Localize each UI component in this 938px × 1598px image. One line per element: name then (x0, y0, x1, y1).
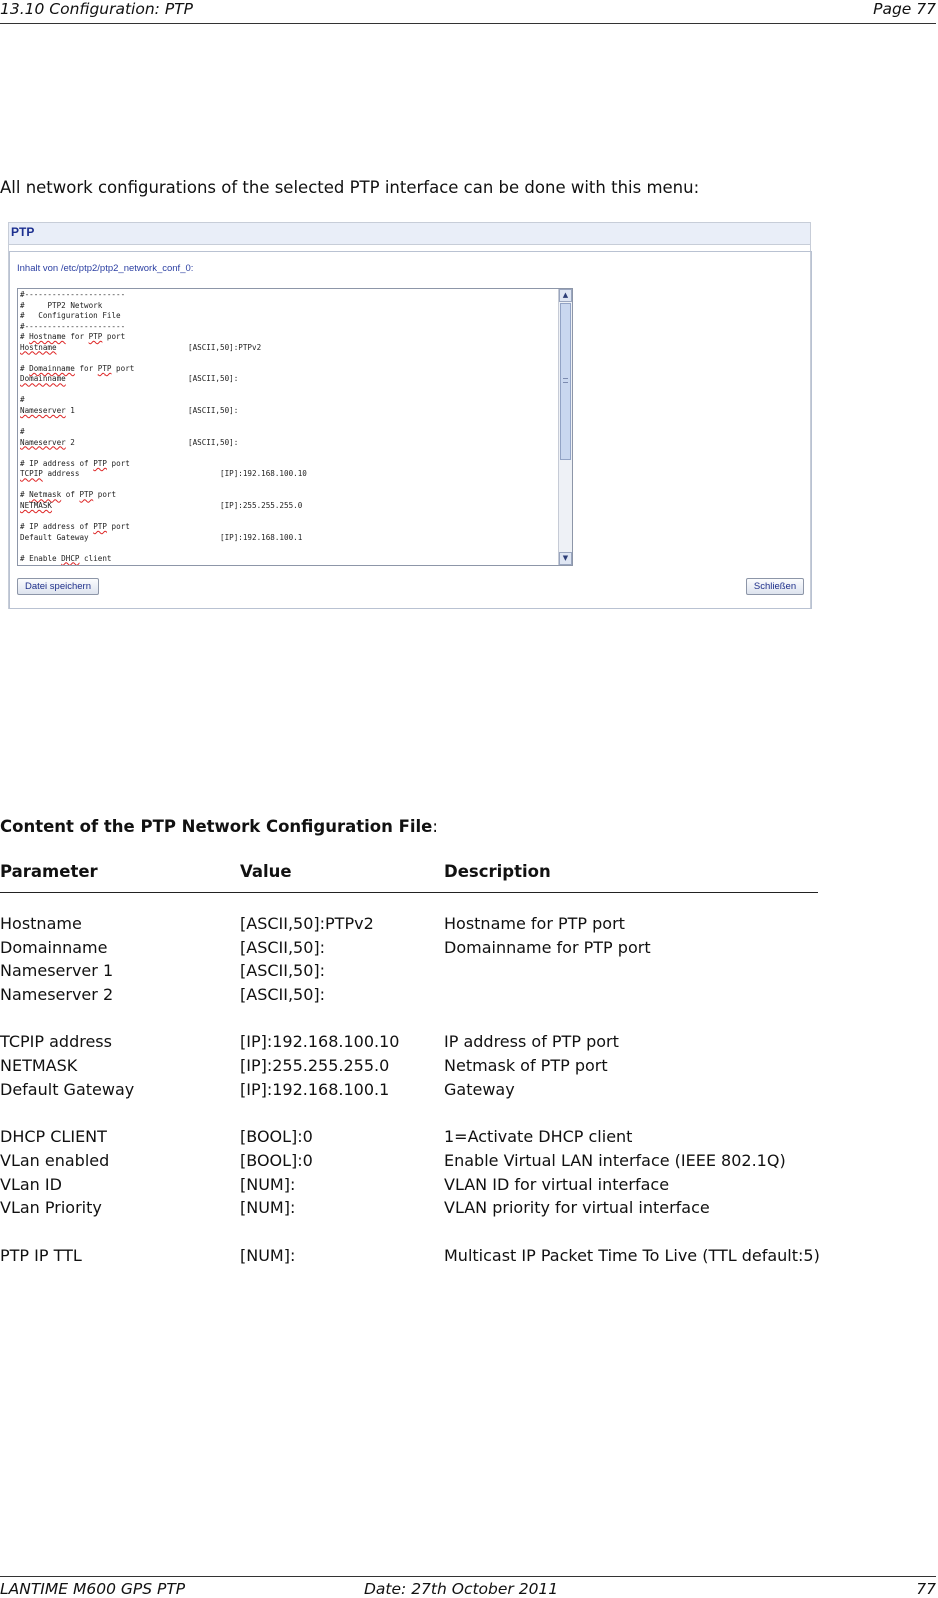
parameter-cell: NETMASK (0, 1056, 78, 1076)
header-section-title: 13.10 Configuration: PTP (0, 0, 193, 18)
scroll-up-icon[interactable]: ▲ (559, 289, 572, 302)
footer-page-number: 77 (916, 1580, 936, 1598)
config-line-key: Nameserver 2 (20, 437, 75, 447)
parameter-cell: Hostname (0, 914, 82, 933)
description-cell: VLAN ID for virtual interface (444, 1174, 670, 1194)
config-line-key: # (20, 395, 25, 405)
value-cell: [ASCII,50]: (240, 961, 326, 981)
table-row (0, 1078, 938, 1102)
table-row (0, 1149, 938, 1173)
config-line-value: [IP]:255.255.255.0 (220, 500, 303, 510)
file-path-label: Inhalt von /etc/ptp2/ptp2_network_conf_0: (17, 263, 194, 274)
value-cell: [ASCII,50]:PTPv2 (240, 914, 374, 933)
value-cell: [BOOL]:0 (240, 1150, 313, 1170)
table-row (0, 1244, 938, 1268)
config-line-value: [ASCII,50]:PTPv2 (188, 342, 262, 352)
textarea-scrollbar[interactable] (558, 289, 572, 565)
config-line-key: # Netmask of PTP port (20, 490, 117, 500)
close-button[interactable]: Schließen (746, 578, 804, 595)
config-line-value: [ASCII,50]: (188, 374, 239, 384)
description-cell: Multicast IP Packet Time To Live (TTL default:5) (444, 1245, 820, 1265)
parameter-cell: Nameserver 2 (0, 985, 114, 1005)
parameter-cell: PTP IP TTL (0, 1245, 82, 1265)
save-file-button[interactable]: Datei speichern (17, 578, 99, 595)
config-line-key: # (20, 427, 25, 437)
value-cell: [IP]:255.255.255.0 (240, 1056, 390, 1076)
config-line-key: # IP address of PTP port (20, 458, 130, 468)
value-cell: [IP]:192.168.100.1 (240, 1079, 390, 1099)
footer-date: Date: 27th October 2011 (364, 1580, 559, 1598)
config-line-key: #---------------------- (20, 290, 126, 299)
value-cell: [NUM]: (240, 1174, 296, 1194)
parameter-cell: TCPIP address (0, 1032, 112, 1052)
config-line-key: NETMASK (20, 500, 53, 510)
parameter-cell: VLan Priority (0, 1198, 102, 1218)
screenshot-title: PTP (11, 225, 35, 239)
config-line-key: # IP address of PTP port (20, 522, 130, 532)
table-row (0, 959, 938, 983)
value-cell: [NUM]: (240, 1198, 296, 1218)
parameter-cell: DHCP CLIENT (0, 1127, 107, 1147)
value-cell: [IP]:192.168.100.10 (240, 1032, 400, 1052)
config-line-key: Domainname (20, 374, 66, 384)
config-line-value: [ASCII,50]: (188, 437, 239, 447)
column-header-value: Value (240, 862, 292, 881)
table-row (0, 1173, 938, 1197)
config-line-key: #---------------------- (20, 321, 126, 331)
config-line-key: # Hostname for PTP port (20, 332, 126, 342)
parameter-table (0, 912, 938, 1267)
config-line-key: Default Gateway (20, 532, 89, 542)
value-cell: [ASCII,50]: (240, 985, 326, 1005)
config-line-value: [ASCII,50]: (188, 406, 239, 416)
config-line-key: # PTP2 Network (20, 300, 103, 310)
config-line-key: # Enable DHCP client (20, 553, 112, 563)
scroll-thumb[interactable] (560, 303, 571, 460)
description-cell: VLAN priority for virtual interface (444, 1198, 710, 1218)
config-line-key: Nameserver 1 (20, 406, 75, 416)
table-row (0, 1125, 938, 1149)
table-spacer-row (0, 1007, 938, 1031)
description-cell: Enable Virtual LAN interface (IEEE 802.1Q) (444, 1150, 786, 1170)
running-header (0, 0, 936, 24)
parameter-cell: Nameserver 1 (0, 961, 114, 981)
table-row (0, 912, 938, 936)
table-spacer-row (0, 1102, 938, 1126)
value-cell: [ASCII,50]: (240, 937, 326, 957)
description-cell: Hostname for PTP port (444, 914, 625, 933)
description-cell: Domainname for PTP port (444, 937, 651, 957)
running-footer (0, 1576, 936, 1598)
table-row (0, 1196, 938, 1220)
description-cell: IP address of PTP port (444, 1032, 619, 1052)
description-cell: 1=Activate DHCP client (444, 1127, 633, 1147)
footer-product-name: LANTIME M600 GPS PTP (0, 1580, 186, 1598)
parameter-cell: VLan ID (0, 1174, 62, 1194)
intro-paragraph: All network configurations of the selected PTP interface can be done with this menu: (0, 178, 700, 197)
description-cell: Netmask of PTP port (444, 1056, 608, 1076)
parameter-cell: Default Gateway (0, 1079, 135, 1099)
parameter-cell: Domainname (0, 937, 108, 957)
parameter-cell: VLan enabled (0, 1150, 110, 1170)
config-line-key: Hostname (20, 342, 57, 352)
table-row (0, 1030, 938, 1054)
value-cell: [NUM]: (240, 1245, 296, 1265)
table-row (0, 1054, 938, 1078)
grip-icon (563, 378, 568, 383)
column-header-parameter: Parameter (0, 862, 98, 881)
config-file-textarea[interactable] (17, 288, 573, 566)
header-page-number: Page 77 (873, 0, 936, 18)
section-title-colon: : (432, 817, 438, 836)
column-header-description: Description (444, 862, 551, 881)
config-line-key: # Configuration File (20, 311, 121, 321)
config-line-value: [IP]:192.168.100.1 (220, 532, 303, 542)
table-spacer-row (0, 1220, 938, 1244)
value-cell: [BOOL]:0 (240, 1127, 313, 1147)
config-line-value: [IP]:192.168.100.10 (220, 469, 307, 479)
table-row (0, 983, 938, 1007)
config-line-key: # Domainname for PTP port (20, 363, 135, 373)
file-editor-panel (9, 251, 812, 609)
scroll-down-icon[interactable]: ▼ (559, 552, 572, 565)
table-header-rule (0, 892, 818, 893)
config-line-key: TCPIP address (20, 469, 80, 479)
section-title (0, 817, 438, 836)
screenshot-title-bar (9, 223, 810, 245)
ptp-menu-screenshot (8, 222, 811, 609)
description-cell: Gateway (444, 1079, 515, 1099)
section-title-text: Content of the PTP Network Configuration File (0, 817, 433, 836)
table-row (0, 936, 938, 960)
